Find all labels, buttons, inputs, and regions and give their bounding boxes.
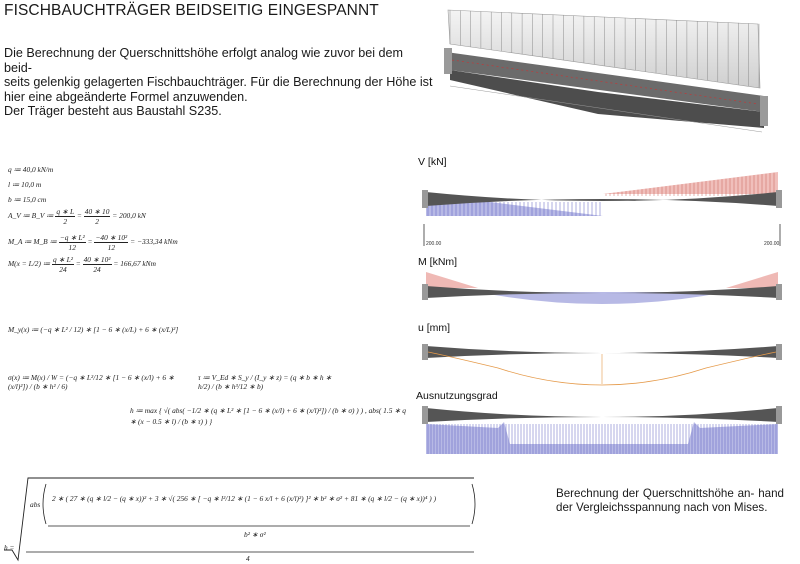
- intro-line: Der Träger besteht aus Baustahl S235.: [4, 104, 222, 119]
- fraction: [84, 207, 111, 226]
- divisor: 4: [246, 554, 250, 563]
- formula-av: A_V ≔ B_V ≔ $\frac{q ∗ L}{2}$ = $\frac{40 ∗ 10}{2}$ = 200,0 kN: [8, 207, 146, 226]
- reaction-left-value: 200.00: [426, 241, 442, 247]
- numerator: 2 ∗ ( 27 ∗ (q ∗ l/2 − (q ∗ x))² + 3 ∗ √( 256 ∗ [ −q ∗ l²/12 ∗ (1 − 6 x/l + 6 (x/l)²) ]² ∗ b² ∗ σ² + 81 ∗ (q ∗ l/2 − (q ∗ x))⁴ ) ): [52, 494, 437, 503]
- formula-lhs: M_A ≔ M_B ≔: [8, 237, 57, 247]
- numerator: 40 ∗ 10: [84, 207, 110, 216]
- support-right: [776, 190, 782, 208]
- formula-hmax: h ≔ max { √( abs( −1/2 ∗ (q ∗ L² ∗ [1 − 6 ∗ (x/l) + 6 ∗ (x/l)²]) / (b ∗ σ) ) ) , abs( 1.5 ∗ q ∗ (x − 0.5 ∗ l) / (b ∗ τ) ) }: [130, 406, 406, 426]
- formula-b: b ≔ 15,0 cm: [8, 195, 47, 204]
- reaction-right-value: 200.00: [764, 241, 780, 247]
- numerator: −q ∗ L²: [59, 233, 85, 242]
- moment-negative-left: [426, 272, 478, 288]
- shear-label: V [kN]: [418, 156, 447, 168]
- shear-diagram: [418, 172, 788, 252]
- moment-diagram: [418, 270, 788, 314]
- formula-mx: M(x = L/2) ≔ $\frac{\text{q ∗ L²}}{24}$ = $\frac{\text{40 ∗ 10²}}{24}$ = 166,67 kNm: [8, 255, 156, 274]
- formula-result: = −333,34 kNm: [130, 237, 178, 247]
- support-right: [776, 406, 782, 424]
- denominator: 12: [107, 243, 116, 252]
- numerator: q ∗ L²: [53, 255, 73, 264]
- caption-line: Berechnung der Querschnittshöhe an-: [556, 487, 755, 500]
- intro-line: hier eine abgeänderte Formel anzuwenden.: [4, 89, 248, 104]
- support-right: [776, 284, 782, 300]
- moment-negative-right: [726, 272, 778, 288]
- support-left: [422, 284, 428, 300]
- numerator: −40 ∗ 10²: [95, 233, 128, 242]
- formula-lhs: M(x = L/2) ≔: [8, 259, 51, 269]
- support-left: [422, 344, 428, 360]
- denominator: 2: [63, 217, 68, 226]
- formula-h-vonmises: [4, 476, 476, 562]
- formula-l: l ≔ 10,0 m: [8, 180, 42, 189]
- abs-label: abs: [30, 500, 41, 509]
- formula-my: M_y(x) ≔ (−q ∗ L² / 12) ∗ [1 − 6 ∗ (x/L) + 6 ∗ (x/L)²]: [8, 325, 179, 334]
- formula-lhs: A_V ≔ B_V ≔: [8, 211, 54, 221]
- fraction: [83, 255, 112, 274]
- root-symbol: [4, 476, 476, 562]
- intro-line: seits gelenkig gelagerten Fischbauchträger. Für die Berechnung der Höhe ist: [4, 75, 433, 90]
- fraction: [55, 207, 75, 226]
- formula-q: q ≔ 40,0 kN/m: [8, 165, 54, 174]
- beam-shape: [426, 408, 778, 422]
- caption-line: Mises.: [733, 501, 768, 514]
- formula-result: = 166,67 kNm: [113, 259, 156, 269]
- fraction: [94, 233, 128, 252]
- intro-line: Die Berechnung der Querschnittshöhe erfolgt analog wie zuvor bei dem beid-: [4, 46, 404, 75]
- support-left: [444, 48, 452, 74]
- formula-sigma: σ(x) ≔ M(x) / W = (−q ∗ L²/12 ∗ [1 − 6 ∗ (x/l) + 6 ∗ (x/l)²]) / (b ∗ h² / 6): [8, 373, 175, 391]
- fraction: [52, 255, 74, 274]
- denominator: 24: [59, 265, 67, 274]
- shear-hatch: [428, 173, 774, 216]
- beam-3d-figure: [438, 0, 778, 148]
- formula-result: = 200,0 kN: [112, 211, 146, 221]
- formula-ma: M_A ≔ M_B ≔ $\frac{\text{−q ∗ L²}}{12}$ = $\frac{\text{−40 ∗ 10²}}{12}$ = −333,34 kNm: [8, 233, 178, 252]
- utilization-diagram: [418, 404, 788, 470]
- support-right: [760, 96, 768, 126]
- denominator: 12: [68, 243, 76, 252]
- lhs-h: h =: [4, 543, 15, 552]
- deflection-label: u [mm]: [418, 322, 451, 334]
- denominator: 24: [93, 265, 101, 274]
- fraction: [59, 233, 86, 252]
- caption: [556, 487, 784, 515]
- denominator: 2: [95, 217, 99, 226]
- support-right: [776, 344, 782, 360]
- support-left: [422, 190, 428, 208]
- numerator: q ∗ L: [56, 207, 75, 216]
- formula-tau: τ ≔ V_Ed ∗ S_y / (I_y ∗ z) = (q ∗ b ∗ h ∗ h/2) / (b ∗ h³/12 ∗ b): [198, 373, 332, 391]
- deflection-diagram: [418, 336, 788, 392]
- denominator: b² ∗ σ²: [244, 530, 266, 539]
- numerator: 40 ∗ 10²: [83, 255, 111, 264]
- support-left: [422, 406, 428, 424]
- page-title: FISCHBAUCHTRÄGER BEIDSEITIG EINGESPANNT: [4, 2, 379, 19]
- moment-label: M [kNm]: [418, 256, 458, 268]
- caption-line: hand der Vergleichsspannung nach von: [556, 487, 784, 514]
- utilization-label: Ausnutzungsgrad: [416, 390, 498, 402]
- shear-positive-area: [603, 172, 778, 194]
- intro-paragraph: [4, 46, 434, 119]
